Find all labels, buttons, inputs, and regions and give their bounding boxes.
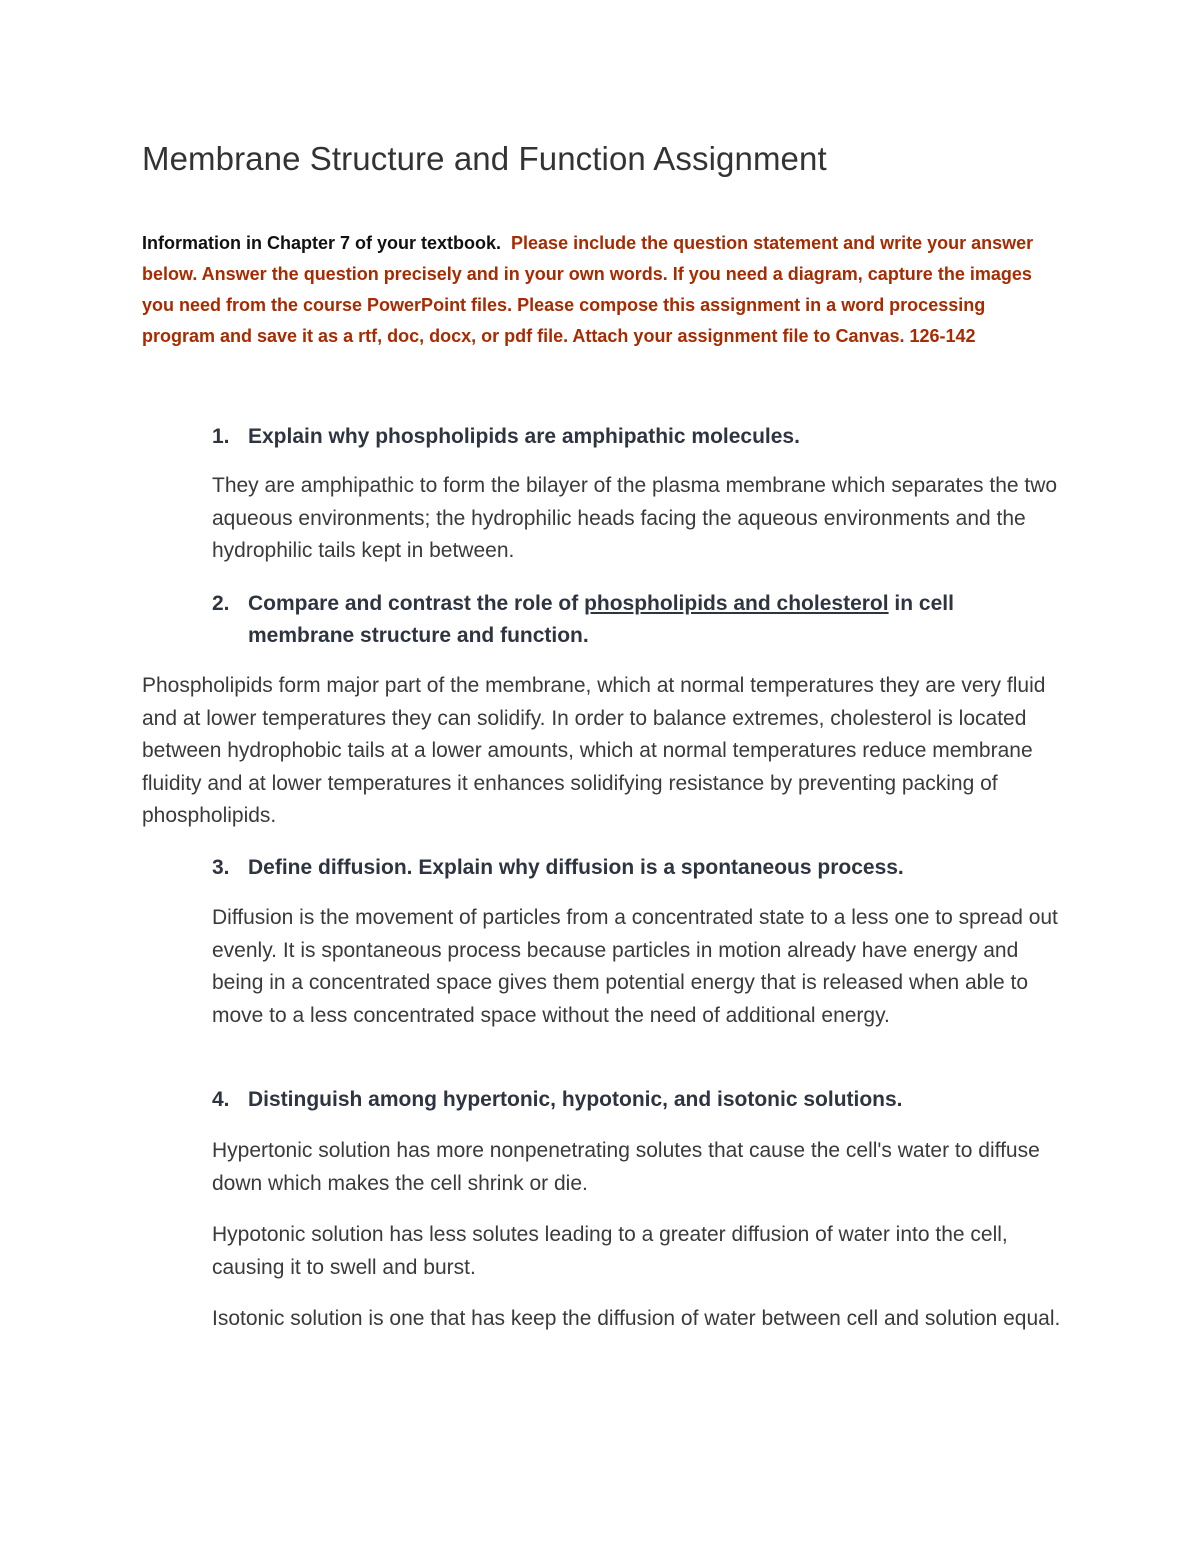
question-text: Distinguish among hypertonic, hypotonic, and isotonic solutions. bbox=[248, 1088, 903, 1111]
question-text-before: Compare and contrast the role of bbox=[248, 592, 585, 615]
question-text-after: in cell membrane structure and function. bbox=[248, 592, 954, 647]
question-number: 4. bbox=[212, 1088, 230, 1111]
question-text-underlined: phospholipids and cholesterol bbox=[584, 592, 889, 615]
question-4 bbox=[212, 1084, 1062, 1116]
answer-1: They are amphipathic to form the bilayer of the plasma membrane which separates the two aqueous environments; the hydrophilic heads facing the aqueous environments and the hydrophilic tails kept in between. bbox=[212, 474, 1058, 562]
intro-paragraph bbox=[142, 228, 1062, 352]
question-text bbox=[212, 588, 1062, 652]
answer-4-hypotonic: Hypotonic solution has less solutes leading to a greater diffusion of water into the cell, causing it to swell and burst. bbox=[212, 1223, 1008, 1279]
question-number: 2. bbox=[212, 592, 230, 615]
document-title: Membrane Structure and Function Assignment bbox=[142, 140, 827, 177]
answer-3: Diffusion is the movement of particles from a concentrated state to a less one to spread out evenly. It is spontaneous process because particles in motion already have energy and being in a concentrated space gives them potential energy that is released when able to move to a less concentrated space without the need of additional energy. bbox=[212, 906, 1058, 1027]
intro-lead: Information in Chapter 7 of your textbook. bbox=[142, 233, 502, 253]
answer-4-hypertonic: Hypertonic solution has more nonpenetrating solutes that cause the cell's water to diffuse down which makes the cell shrink or die. bbox=[212, 1139, 1040, 1195]
question-number: 1. bbox=[212, 425, 230, 448]
question-text: Define diffusion. Explain why diffusion is a spontaneous process. bbox=[248, 856, 904, 879]
question-2 bbox=[212, 588, 1062, 652]
answer-2: Phospholipids form major part of the membrane, which at normal temperatures they are very fluid and at lower temperatures they can solidify. In order to balance extremes, cholesterol is located between hydrophobic tails at a lower amounts, which at normal temperatures reduce membrane fluidity and at lower temperatures it enhances solidifying resistance by preventing packing of phospholipids. bbox=[142, 674, 1046, 827]
question-text: Explain why phospholipids are amphipathic molecules. bbox=[248, 425, 800, 448]
answer-4-isotonic: Isotonic solution is one that has keep the diffusion of water between cell and solution equal. bbox=[212, 1307, 1061, 1330]
question-number: 3. bbox=[212, 856, 230, 879]
intro-instructions: Please include the question statement and write your answer below. Answer the question precisely and in your own words. If you need a diagram, capture the images you need from the course PowerPoint files. Please compose this assignment in a word processing program and save it as a rtf, doc, docx, or pdf file. Attach your assignment file to Canvas. 126-142 bbox=[142, 233, 1034, 346]
question-1 bbox=[212, 421, 1062, 453]
question-3 bbox=[212, 852, 1062, 884]
